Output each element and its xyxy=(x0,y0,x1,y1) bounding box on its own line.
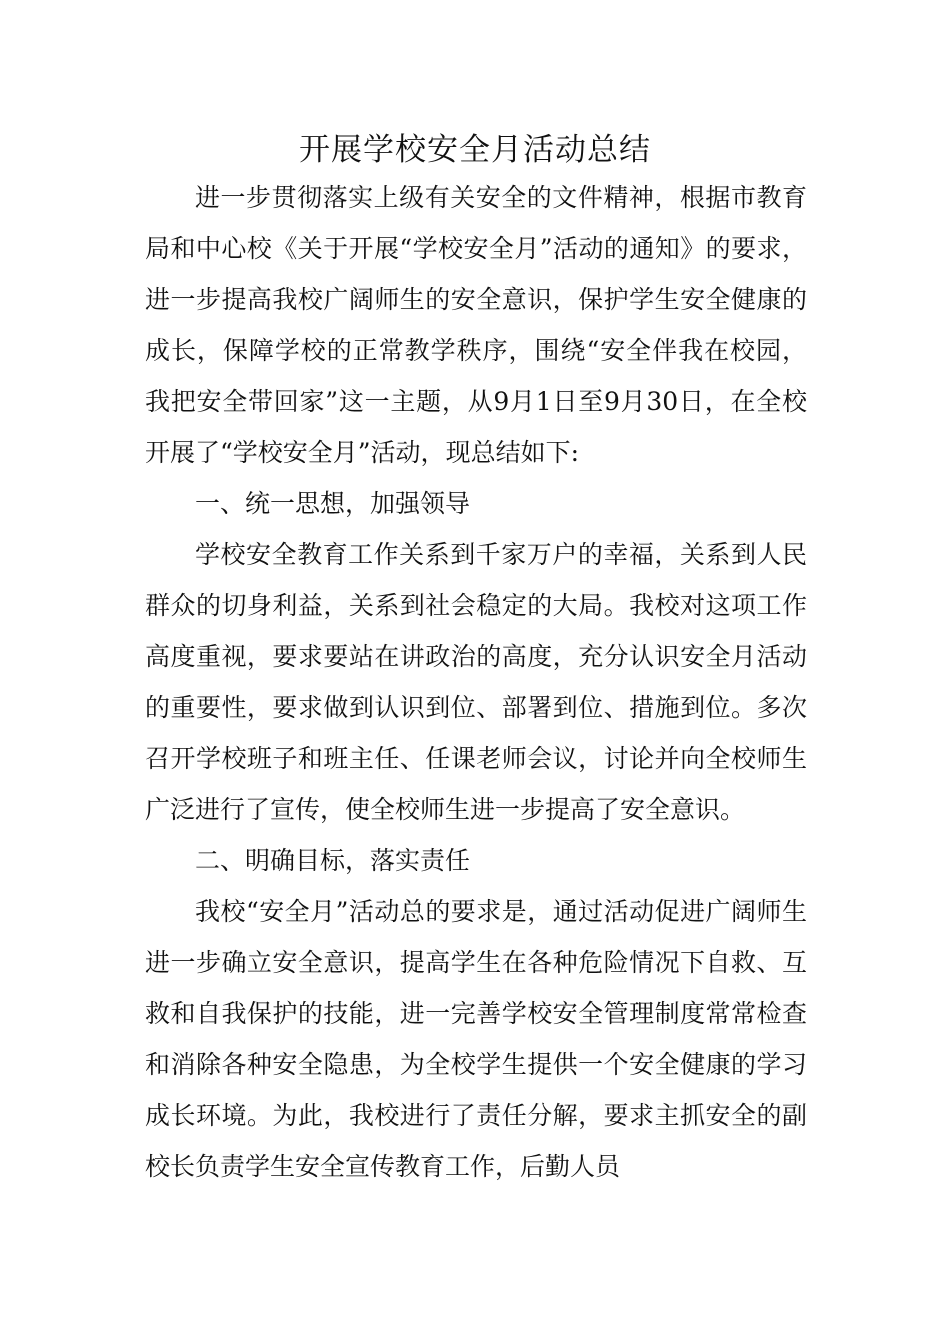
paragraph-section-1: 学校安全教育工作关系到千家万户的幸福，关系到人民群众的切身利益，关系到社会稳定的大局。我校对这项工作高度重视，要求要站在讲政治的高度，充分认识安全月活动的重要性，要求做到认识到位、部署到位、措施到位。多次召开学校班子和班主任、任课老师会议，讨论并向全校师生广泛进行了宣传，使全校师生进一步提高了安全意识。 xyxy=(145,540,807,824)
paragraph-section-2: 我校“安全月”活动总的要求是，通过活动促进广阔师生进一步确立安全意识，提高学生在各种危险情况下自救、互救和自我保护的技能，进一完善学校安全管理制度常常检查和消除各种安全隐患，为全校学生提供一个安全健康的学习成长环境。为此，我校进行了责任分解，要求主抓安全的副校长负责学生安全宣传教育工作，后勤人员 xyxy=(145,897,807,1181)
document-title: 开展学校安全月活动总结 xyxy=(299,132,651,168)
section-heading-1: 一、统一思想，加强领导 xyxy=(195,489,471,518)
section-heading-2: 二、明确目标，落实责任 xyxy=(195,846,471,875)
document-body xyxy=(145,172,807,1192)
paragraph-intro: 进一步贯彻落实上级有关安全的文件精神，根据市教育局和中心校《关于开展“学校安全月”活动的通知》的要求，进一步提高我校广阔师生的安全意识，保护学生安全健康的成长，保障学校的正常教学秩序，围绕“安全伴我在校园，我把安全带回家”这一主题，从9月1日至9月30日，在全校开展了“学校安全月”活动，现总结如下: xyxy=(145,183,807,467)
